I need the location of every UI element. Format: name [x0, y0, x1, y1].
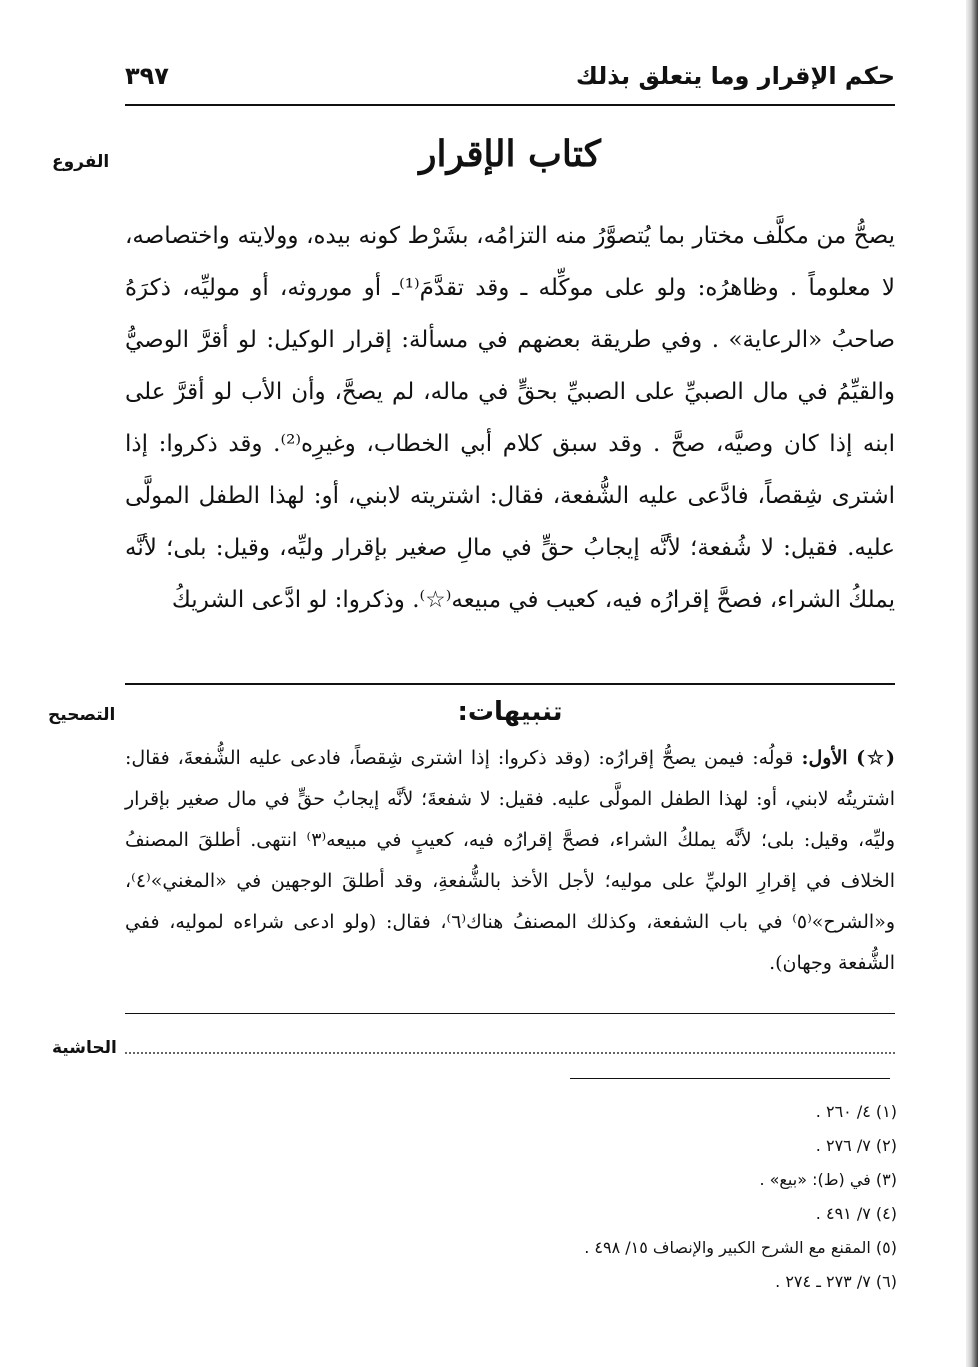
book-spine-shadow [966, 0, 978, 1367]
running-title: حكم الإقرار وما يتعلق بذلك [575, 62, 895, 90]
footnote-item: (٥) المقنع مع الشرح الكبير والإنصاف ١٥/ ٤٩٨ . [584, 1238, 897, 1257]
footnote-item: (٣) في (ط): «بيع» . [759, 1170, 897, 1189]
page-header [125, 60, 895, 106]
notices-body [125, 738, 895, 984]
page-number: ٣٩٧ [125, 62, 169, 90]
footnote-separator [570, 1078, 890, 1079]
footnote-item: (٢) ٧/ ٢٧٦ . [815, 1136, 897, 1155]
footnote-item: (٤) ٧/ ٤٩١ . [815, 1204, 897, 1223]
margin-label-furu: الفروع [52, 152, 110, 172]
notice-paragraph [125, 738, 895, 984]
footnotes [400, 1095, 897, 1299]
main-text-body [125, 210, 895, 626]
notices-title: تنبيهات: [457, 697, 563, 727]
book-title: كتاب الإقرار [419, 133, 601, 175]
notice-lead: (☆) الأول: [801, 747, 895, 769]
notice-text: قولُه: فيمن يصحُّ إقرارُه: (وقد ذكروا: إذا اشترى شِقصاً، فادعى عليه الشُّفعةَ، فقال: اشتريتُه لابني، أو: لهذا الطفل المولَّى عليه. فقيل: لا شفعةَ؛ لأنَّه إيجابُ حقٍّ في مال صغير بإقرار وليِّه، وقيل: بلى؛ لأنَّه يملكُ الشراء، فصحَّ إقرارُه فيه، كعيبٍ في مبيعه⁽٣⁾ انتهى. أطلقَ المصنفُ الخلاف في إقرارِ الوليِّ على موليه؛ لأجل الأخذ بالشُّفعةِ، وقد أطلقَ الوجهين في «المغني»⁽٤⁾، و«الشرح»⁽٥⁾ في باب الشفعة، وكذلك المصنفُ هناك⁽٦⁾، فقال: (ولو ادعى شراءه لموليه، ففي الشُّفعة وجهان). [125, 747, 895, 974]
footnote-item: (٦) ٧/ ٢٧٣ ـ ٢٧٤ . [775, 1272, 897, 1291]
hashiya-dotted-line [125, 1052, 895, 1054]
margin-label-hashiya: الحاشية [52, 1038, 117, 1058]
main-paragraph: يصحُّ من مكلَّف مختار بما يُتصوَّرُ منه التزامُه، بشَرْط كونه بيده، وولايته واختصاصه، لا معلوماً . وظاهرُه: ولو على موكِّله ـ وقد تقدَّمَ⁽¹⁾ـ أو موروثه، أو موليِّه، ذكرَهُ صاحبُ «الرعاية» . وفي طريقة بعضهم في مسألة: إقرار الوكيل: لو أقرَّ الوصيُّ والقيِّمُ في مال الصبيِّ على الصبيِّ بحقٍّ في ماله، لم يصحَّ، وأن الأب لو أقرَّ على ابنه إذا كان وصيَّه، صحَّ . وقد سبق كلام أبي الخطاب، وغيرِه⁽²⁾. وقد ذكروا: إذا اشترى شِقصاً، فادَّعى عليه الشُّفعة، فقال: اشتريته لابني، أو: لهذا الطفل المولَّى عليه. فقيل: لا شُفعة؛ لأنَّه إيجابُ حقٍّ في مالِ صغير بإقرار وليِّه، وقيل: بلى؛ لأنَّه يملكُ الشراء، فصحَّ إقرارُه فيه، كعيب في مبيعه⁽☆⁾. وذكروا: لو ادَّعى الشريكُ [125, 223, 895, 613]
notices-bottom-divider [125, 1013, 895, 1014]
section-divider [125, 683, 895, 685]
margin-label-tashih: التصحيح [48, 705, 116, 725]
footnote-item: (١) ٤/ ٢٦٠ . [815, 1102, 897, 1121]
